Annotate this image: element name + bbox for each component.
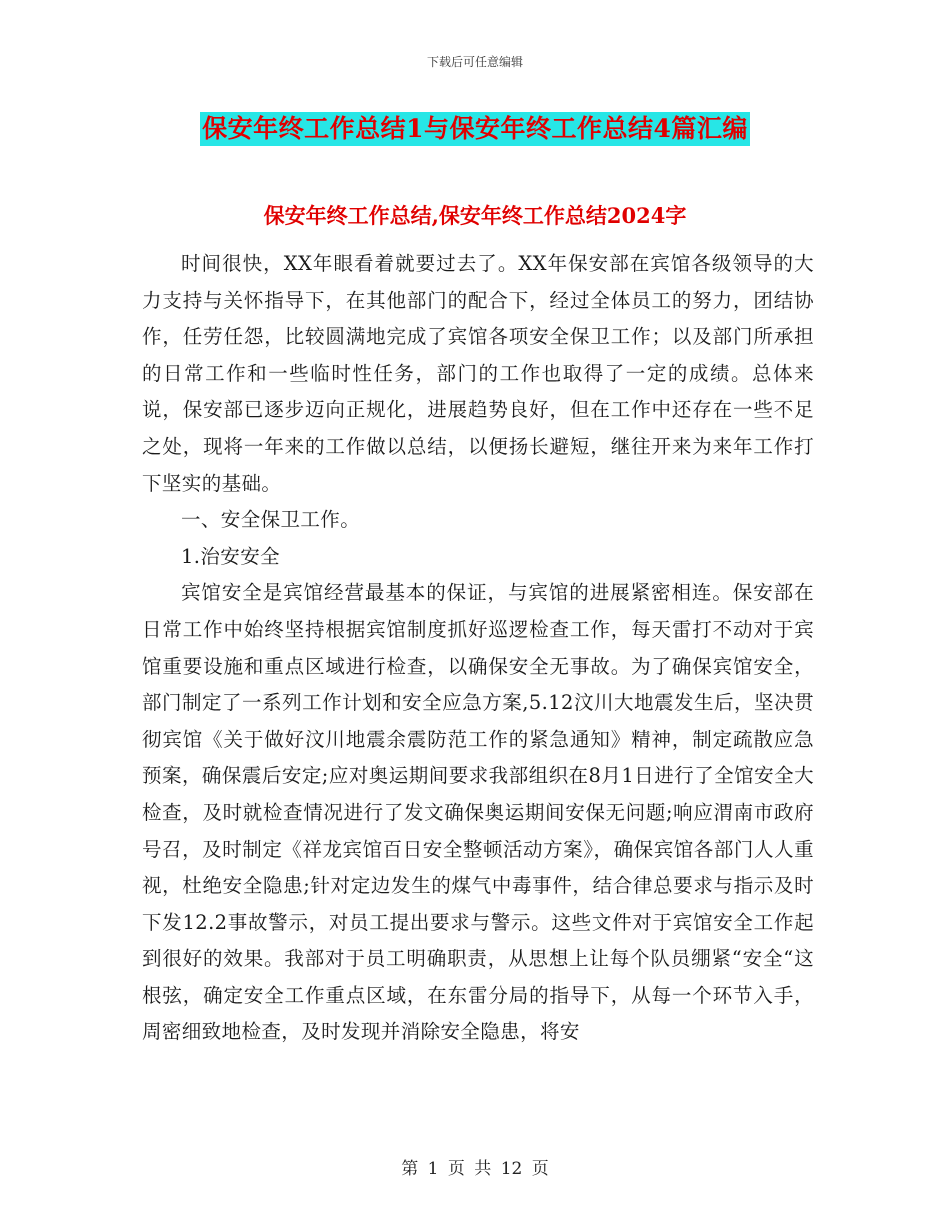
header-note: 下载后可任意编辑 xyxy=(426,55,523,69)
section-heading: 一、安全保卫工作。 xyxy=(181,508,361,532)
document-title-wrap xyxy=(0,112,950,146)
document-body xyxy=(142,246,814,1051)
document-title: 保安年终工作总结1与保安年终工作总结4篇汇编 xyxy=(200,112,750,146)
paragraph-security: 宾馆安全是宾馆经营最基本的保证，与宾馆的进展紧密相连。保安部在日常工作中始终坚持根据宾馆制度抓好巡逻检查工作，每天雷打不动对于宾馆重要设施和重点区域进行检查，以确保安全无事故。为了确保宾馆安全，部门制定了一系列工作计划和安全应急方案,5.12汶川大地震发生后，坚决贯彻宾馆《关于做好汶川地震余震防范工作的紧急通知》精神，制定疏散应急预案，确保震后安定;应对奥运期间要求我部组织在8月1日进行了全馆安全大检查，及时就检查情况进行了发文确保奥运期间安保无问题;响应渭南市政府号召，及时制定《祥龙宾馆百日安全整顿活动方案》，确保宾馆各部门人人重视，杜绝安全隐患;针对定边发生的煤气中毒事件，结合律总要求与指示及时下发12.2事故警示，对员工提出要求与警示。这些文件对于宾馆安全工作起到很好的效果。我部对于员工明确职责，从思想上让每个队员绷紧“安全“这根弦，确定安全工作重点区域，在东雷分局的指导下，从每一个环节入手，周密细致地检查，及时发现并消除安全隐患，将安 xyxy=(142,581,814,1044)
page-footer: 第 1 页 共 12 页 xyxy=(401,1159,549,1179)
document-subtitle: 保安年终工作总结,保安年终工作总结2024字 xyxy=(263,203,687,228)
subsection-heading: 1.治安安全 xyxy=(181,544,281,568)
paragraph-intro: 时间很快，XX年眼看着就要过去了。XX年保安部在宾馆各级领导的大力支持与关怀指导下，在其他部门的配合下，经过全体员工的努力，团结协作，任劳任怨，比较圆满地完成了宾馆各项安全保卫工作；以及部门所承担的日常工作和一些临时性任务，部门的工作也取得了一定的成绩。总体来说，保安部已逐步迈向正规化，进展趋势良好，但在工作中还存在一些不足之处，现将一年来的工作做以总结，以便扬长避短，继往开来为来年工作打下坚实的基础。 xyxy=(142,252,814,495)
